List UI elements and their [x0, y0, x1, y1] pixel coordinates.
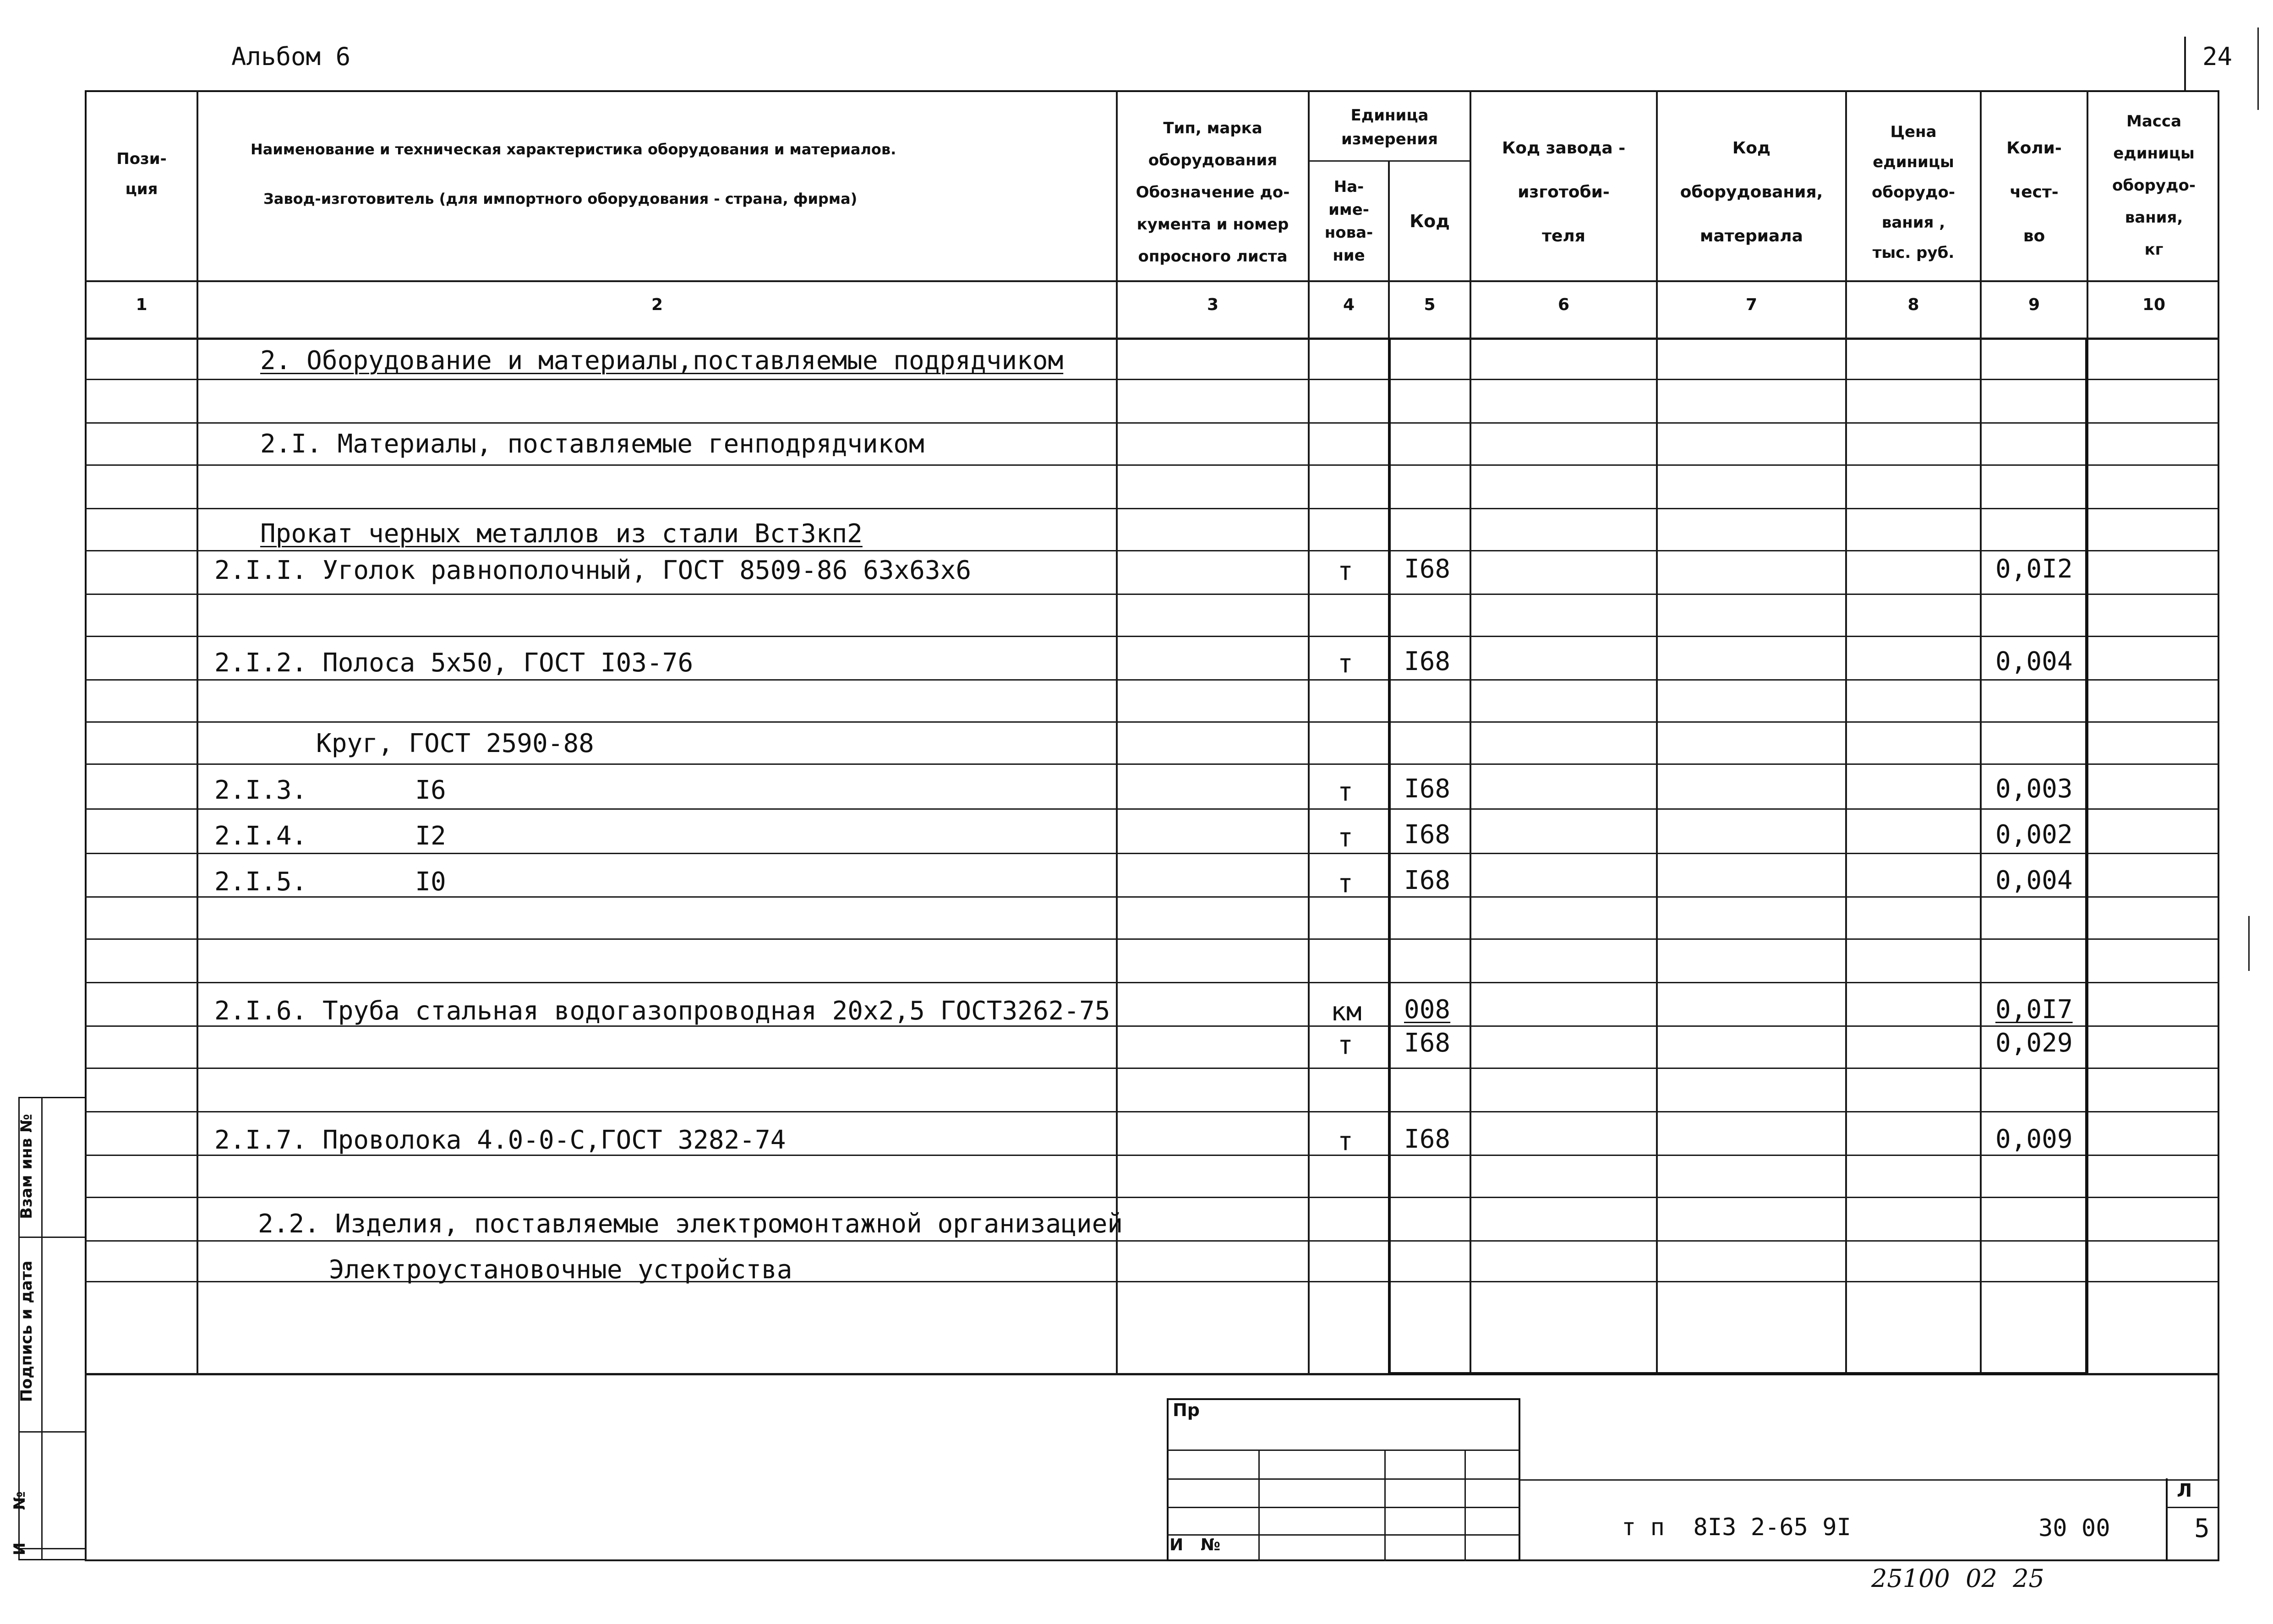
- stamp-sheet-number: 5: [2194, 1514, 2210, 1543]
- group-heading: Прокат черных металлов из стали ВстЗкп2: [260, 519, 863, 549]
- unit-name: т: [1338, 823, 1353, 853]
- unit-code: 008: [1404, 995, 1451, 1025]
- side-label-signature: Подпись и дата: [17, 1260, 36, 1402]
- right-edge-mark: [2248, 916, 2250, 971]
- column-number: 2: [651, 295, 663, 314]
- column-number: 3: [1207, 295, 1219, 314]
- unit-name: т: [1338, 1030, 1353, 1060]
- stamp-line: [1167, 1450, 1520, 1451]
- col-line: [1116, 90, 1118, 1375]
- quantity-value: 0,009: [1995, 1124, 2073, 1154]
- body-bold-frame: [1388, 338, 2088, 1375]
- sheet-box: [2166, 1478, 2219, 1561]
- header-material-code: Код оборудования, материала: [1680, 139, 1823, 245]
- unit-code: I68: [1404, 1124, 1451, 1154]
- quantity-value: 0,0I2: [1995, 554, 2073, 584]
- sheet-box-divider: [2166, 1507, 2219, 1508]
- side-label-number: №: [11, 1491, 29, 1510]
- stamp-col: [1464, 1450, 1466, 1561]
- column-number: 6: [1557, 295, 1570, 314]
- quantity-value: 0,002: [1995, 820, 2073, 850]
- side-label-inv: И: [11, 1542, 29, 1556]
- column-number: 5: [1424, 295, 1436, 314]
- unit-name: т: [1338, 1127, 1353, 1156]
- col-line: [1308, 90, 1310, 1375]
- unit-name: т: [1338, 556, 1353, 586]
- unit-code: I68: [1404, 866, 1451, 895]
- column-number: 4: [1343, 295, 1355, 314]
- item-name: 2.I.5. I0: [214, 867, 446, 897]
- unit-code: I68: [1404, 647, 1451, 676]
- header-unit-name: На- име- нова- ние: [1324, 178, 1373, 265]
- item-name: 2.I.7. Проволока 4.0-0-С,ГОСТ 3282-74: [214, 1125, 786, 1155]
- item-name: 2.I.3. I6: [214, 775, 446, 805]
- unit-name: т: [1338, 649, 1353, 679]
- unit-code: I68: [1404, 774, 1451, 804]
- header-bottom-line: [85, 280, 2219, 282]
- col-line: [197, 90, 198, 1375]
- stamp-handwritten-note: 25100 02 25: [1871, 1564, 2044, 1593]
- unit-name: т: [1338, 869, 1353, 899]
- item-name: 2.I.6. Труба стальная водогазопроводная 20х2,5 ГОСТ3262-75: [214, 996, 1110, 1026]
- group-heading: Круг, ГОСТ 2590-88: [316, 729, 594, 758]
- header-unit-group: Единица измерения: [1341, 106, 1438, 148]
- sheet-corner-number: 24: [2202, 42, 2233, 71]
- side-strip-divider: [41, 1097, 43, 1560]
- column-number: 10: [2142, 295, 2166, 314]
- stamp-line: [1167, 1507, 1520, 1508]
- header-position: Пози- ция: [116, 150, 167, 198]
- stamp-pr-label: Пр: [1173, 1400, 1200, 1420]
- quantity-value: 0,003: [1995, 774, 2073, 804]
- stamp-col: [1384, 1450, 1386, 1561]
- unit-code: I68: [1404, 820, 1451, 850]
- quantity-value: 0,029: [1995, 1028, 2073, 1058]
- stamp-sheet-label: Л: [2177, 1480, 2192, 1501]
- header-unit-code: Код: [1410, 211, 1450, 231]
- album-label: Альбом 6: [231, 42, 351, 71]
- header-price: Цена единицы оборудо- вания , тыс. руб.: [1872, 123, 1955, 262]
- stamp-inv-label: И №: [1169, 1536, 1221, 1554]
- item-name: 2.I.2. Полоса 5х50, ГОСТ I03-76: [214, 648, 694, 678]
- header-manufacturer: Завод-изготовитель (для импортного оборудования - страна, фирма): [263, 190, 858, 207]
- side-strip-line: [18, 1431, 85, 1433]
- right-edge-mark: [2257, 27, 2259, 110]
- unit-code: I68: [1404, 554, 1451, 584]
- column-number: 1: [136, 295, 148, 314]
- header-type: Тип, марка оборудования Обозначение до- кумента и номер опросного листа: [1136, 119, 1290, 266]
- quantity-value: 0,0I7: [1995, 995, 2073, 1025]
- unit-code: I68: [1404, 1028, 1451, 1058]
- stamp-line: [1167, 1478, 1520, 1480]
- quantity-value: 0,004: [1995, 647, 2073, 676]
- column-number: 7: [1745, 295, 1758, 314]
- subsection-heading: 2.2. Изделия, поставляемые электромонтажной организацией: [258, 1209, 1123, 1239]
- corner-divider: [2184, 37, 2186, 92]
- header-name: Наименование и техническая характеристика оборудования и материалов.: [251, 141, 896, 158]
- side-label-replacement: Взам инв №: [17, 1114, 36, 1219]
- group-heading: Электроустановочные устройства: [329, 1255, 792, 1285]
- item-name: 2.I.4. I2: [214, 821, 446, 851]
- header-manufacturer-code: Код завода - изготоби- теля: [1502, 139, 1626, 245]
- unit-name: т: [1338, 777, 1353, 807]
- stamp-document-code: т п 8I3 2-65 9I: [1622, 1514, 1851, 1541]
- bottom-frame-left: [85, 1373, 87, 1561]
- header-mass: Масса единицы оборудо- вания, кг: [2112, 112, 2196, 259]
- column-number: 9: [2028, 295, 2040, 314]
- stamp-col: [1258, 1450, 1260, 1561]
- stamp-section-code: 30 00: [2038, 1515, 2110, 1542]
- header-quantity: Коли- чест- во: [2006, 139, 2062, 245]
- quantity-value: 0,004: [1995, 866, 2073, 895]
- bottom-frame-line: [85, 1559, 2219, 1561]
- subsection-heading: 2.I. Материалы, поставляемые генподрядчиком: [260, 429, 924, 459]
- unit-name: км: [1331, 997, 1362, 1027]
- section-heading: 2. Оборудование и материалы,поставляемые подрядчиком: [260, 346, 1064, 376]
- item-name: 2.I.I. Уголок равнополочный, ГОСТ 8509-86 63х63х6: [214, 556, 972, 585]
- title-line: [1520, 1479, 2219, 1481]
- column-number: 8: [1907, 295, 1919, 314]
